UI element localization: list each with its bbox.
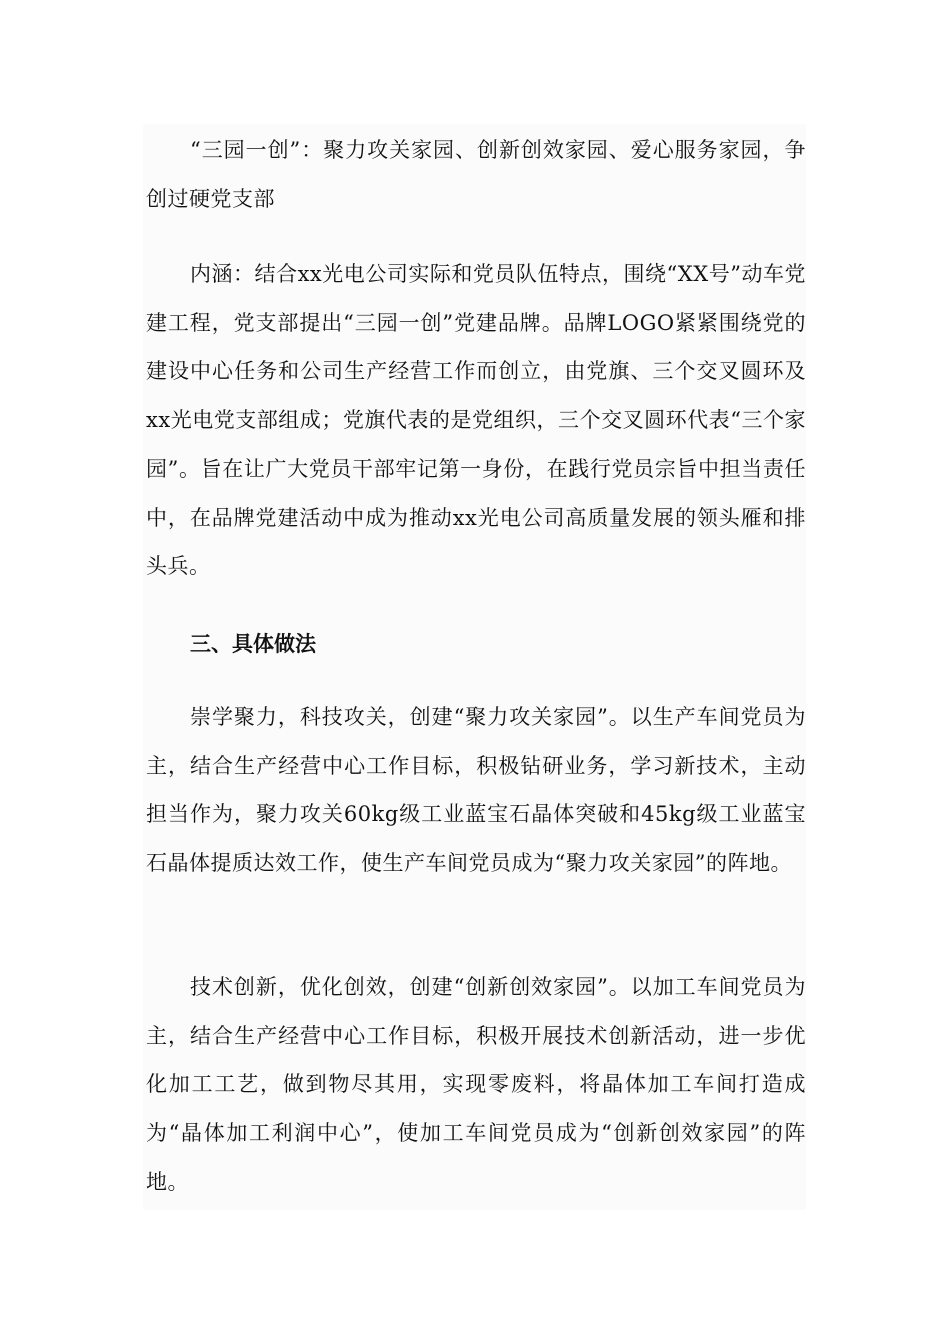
paragraph-connotation: 内涵：结合xx光电公司实际和党员队伍特点，围绕“XX号”动车党建工程，党支部提出“三园一创”党建品牌。品牌LOGO紧紧围绕党的建设中心任务和公司生产经营工作而创立，由党旗、三个交叉圆环及xx光电党支部组成；党旗代表的是党组织，三个交叉圆环代表“三个家园”。旨在让广大党员干部牢记第一身份，在践行党员宗旨中担当责任中，在品牌党建活动中成为推动xx光电公司高质量发展的领头雁和排头兵。 [146, 262, 806, 579]
paragraph-practice-1: 崇学聚力，科技攻关，创建“聚力攻关家园”。以生产车间党员为主，结合生产经营中心工作目标，积极钻研业务，学习新技术，主动担当作为，聚力攻关60kg级工业蓝宝石晶体突破和45kg级工业蓝宝石晶体提质达效工作，使生产车间党员成为“聚力攻关家园”的阵地。 [146, 705, 806, 876]
section-heading: 三、具体做法 [190, 632, 316, 656]
paragraph-brand-title: “三园一创”：聚力攻关家园、创新创效家园、爱心服务家园，争创过硬党支部 [146, 138, 806, 211]
paragraph-practice-2: 技术创新，优化创效，创建“创新创效家园”。以加工车间党员为主，结合生产经营中心工作目标，积极开展技术创新活动，进一步优化加工工艺，做到物尽其用，实现零废料，将晶体加工车间打造成为“晶体加工利润中心”，使加工车间党员成为“创新创效家园”的阵地。 [146, 975, 806, 1194]
